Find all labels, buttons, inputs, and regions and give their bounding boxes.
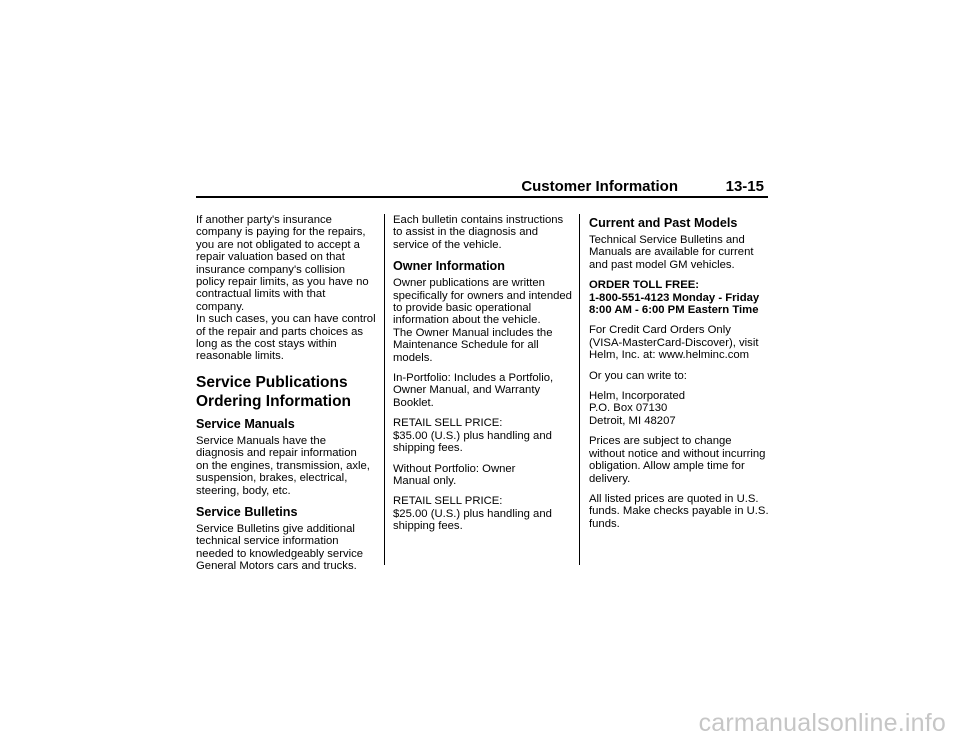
prices-change-paragraph: Prices are subject to change without notice and without incurring obligation. Allow ample time for delivery. (589, 435, 766, 485)
retail-price-paragraph-1: RETAIL SELL PRICE: $35.00 (U.S.) plus handling and shipping fees. (393, 417, 552, 455)
page-header (196, 178, 768, 198)
section-title: Customer Information (521, 178, 678, 195)
in-portfolio-paragraph: In-Portfolio: Includes a Portfolio, Owner Manual, and Warranty Booklet. (393, 372, 554, 409)
column-1 (196, 214, 376, 581)
bulletin-paragraph: Each bulletin contains instructions to assist in the diagnosis and service of the vehicle. (393, 214, 564, 251)
owner-information-heading: Owner Information (393, 259, 505, 274)
current-past-models-paragraph: Technical Service Bulletins and Manuals are available for current and past model GM vehicles. (589, 234, 754, 271)
order-toll-free-paragraph: ORDER TOLL FREE: 1-800-551-4123 Monday - Friday 8:00 AM - 6:00 PM Eastern Time (589, 279, 760, 317)
column-3 (589, 214, 769, 538)
current-past-models-heading: Current and Past Models (589, 216, 738, 230)
address-paragraph: Helm, Incorporated P.O. Box 07130 Detroit, MI 48207 (589, 390, 686, 427)
service-manuals-heading: Service Manuals (196, 416, 295, 431)
without-portfolio-paragraph: Without Portfolio: Owner Manual only. (393, 462, 516, 487)
service-publications-heading: Service Publications Ordering Information (196, 373, 351, 410)
header-divider (196, 196, 768, 198)
service-bulletins-heading: Service Bulletins (196, 504, 298, 519)
watermark: carmanualsonline.info (698, 709, 946, 737)
retail-price-paragraph-2: RETAIL SELL PRICE: $25.00 (U.S.) plus handling and shipping fees. (393, 495, 552, 533)
write-to-paragraph: Or you can write to: (589, 369, 687, 382)
insurance-paragraph: If another party's insurance company is paying for the repairs, you are not obligated to accept a repair valuation based on that insurance company's collision policy repair limits, as you have no contractual limits with that company. In such cases, you can have control of the repair and parts choices as long as the cost stays within reasonable limits. (196, 214, 376, 363)
funds-paragraph: All listed prices are quoted in U.S. funds. Make checks payable in U.S. funds. (589, 492, 769, 530)
owner-information-paragraph: Owner publications are written specifically for owners and intended to provide basic operational information about the vehicle. The Owner Manual includes the Maintenance Schedule for all models. (393, 277, 572, 364)
column-divider-1 (384, 214, 385, 565)
column-2 (393, 214, 573, 541)
service-manuals-paragraph: Service Manuals have the diagnosis and repair information on the engines, transmission, axle, suspension, brakes, electrical, steering, body, etc. (196, 434, 370, 497)
credit-card-paragraph: For Credit Card Orders Only (VISA-MasterCard-Discover), visit Helm, Inc. at: www.helminc.com (589, 324, 759, 362)
page-number: 13-15 (725, 178, 764, 195)
column-divider-2 (579, 214, 580, 565)
service-bulletins-paragraph: Service Bulletins give additional technical service information needed to knowledgeably service General Motors cars and trucks. (196, 522, 364, 573)
